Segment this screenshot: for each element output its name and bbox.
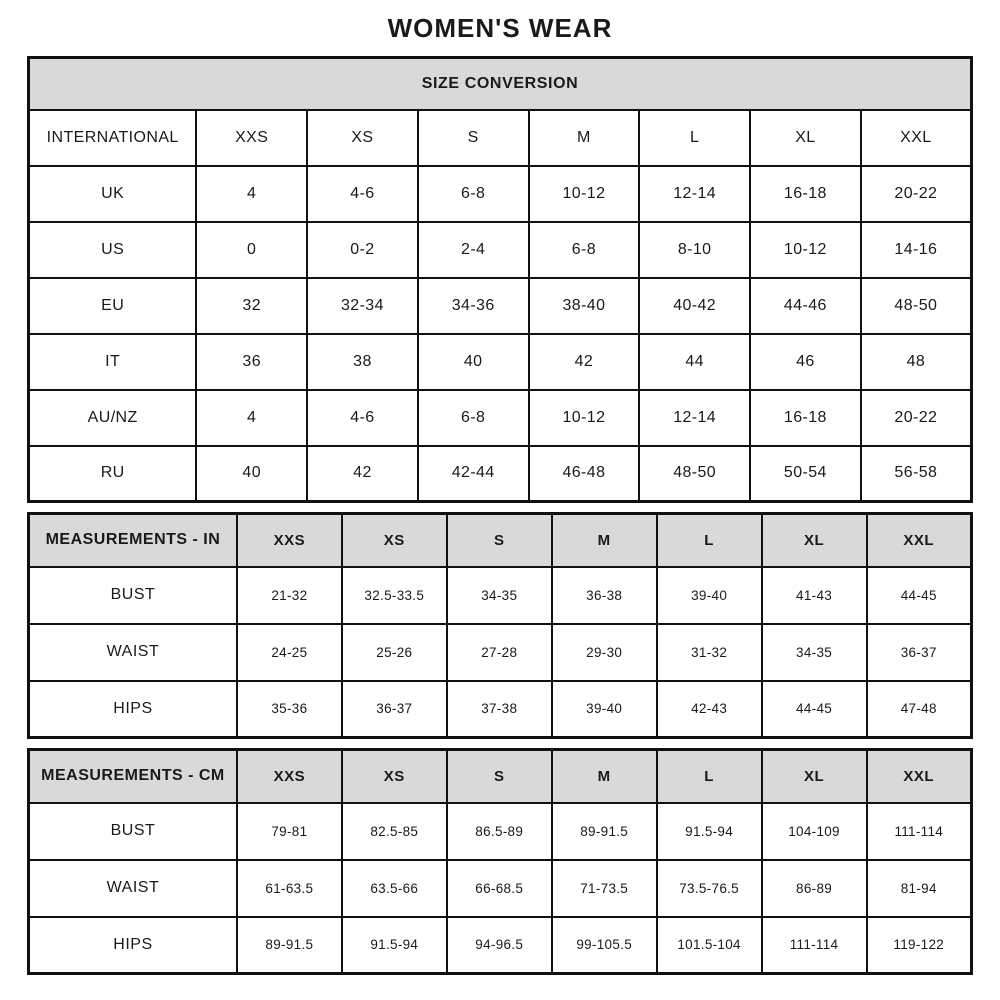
value-cell: 4-6 <box>307 166 418 222</box>
value-cell: 42-44 <box>418 446 529 502</box>
value-cell: 82.5-85 <box>342 803 447 860</box>
value-cell: 48 <box>861 334 972 390</box>
value-cell: 16-18 <box>750 166 861 222</box>
size-header-xs: XS <box>307 110 418 166</box>
measurements-in-title: MEASUREMENTS - IN <box>29 514 237 567</box>
value-cell: 111-114 <box>762 917 867 974</box>
row-label: BUST <box>29 567 237 624</box>
table-row-us <box>29 222 972 278</box>
value-cell: 91.5-94 <box>657 803 762 860</box>
value-cell: 10-12 <box>750 222 861 278</box>
value-cell: 47-48 <box>867 681 972 738</box>
size-header-l: L <box>657 750 762 803</box>
value-cell: 42 <box>307 446 418 502</box>
value-cell: 56-58 <box>861 446 972 502</box>
value-cell: 32-34 <box>307 278 418 334</box>
spacer <box>27 739 973 748</box>
row-label: BUST <box>29 803 237 860</box>
measurements-cm-table <box>27 748 973 975</box>
corner-header-international: INTERNATIONAL <box>29 110 197 166</box>
value-cell: 24-25 <box>237 624 342 681</box>
table-row-hips <box>29 917 972 974</box>
value-cell: 34-35 <box>762 624 867 681</box>
value-cell: 31-32 <box>657 624 762 681</box>
value-cell: 48-50 <box>861 278 972 334</box>
value-cell: 46-48 <box>529 446 640 502</box>
value-cell: 20-22 <box>861 390 972 446</box>
column-header-row <box>29 514 972 567</box>
value-cell: 35-36 <box>237 681 342 738</box>
value-cell: 86-89 <box>762 860 867 917</box>
row-label: IT <box>29 334 197 390</box>
measurements-in-table <box>27 512 973 739</box>
value-cell: 42 <box>529 334 640 390</box>
page-title: WOMEN'S WEAR <box>387 13 613 43</box>
size-header-s: S <box>418 110 529 166</box>
value-cell: 10-12 <box>529 390 640 446</box>
column-header-row <box>29 750 972 803</box>
value-cell: 104-109 <box>762 803 867 860</box>
value-cell: 8-10 <box>639 222 750 278</box>
table-row-waist <box>29 860 972 917</box>
value-cell: 42-43 <box>657 681 762 738</box>
row-label: HIPS <box>29 917 237 974</box>
size-conversion-table <box>27 56 973 503</box>
value-cell: 12-14 <box>639 166 750 222</box>
value-cell: 4 <box>196 166 307 222</box>
size-header-xxl: XXL <box>867 750 972 803</box>
value-cell: 91.5-94 <box>342 917 447 974</box>
size-header-xxl: XXL <box>861 110 972 166</box>
value-cell: 111-114 <box>867 803 972 860</box>
value-cell: 44-45 <box>762 681 867 738</box>
value-cell: 66-68.5 <box>447 860 552 917</box>
size-header-xl: XL <box>750 110 861 166</box>
table-row-ru <box>29 446 972 502</box>
spacer <box>27 503 973 512</box>
value-cell: 48-50 <box>639 446 750 502</box>
value-cell: 44 <box>639 334 750 390</box>
measurements-cm-title: MEASUREMENTS - CM <box>29 750 237 803</box>
value-cell: 37-38 <box>447 681 552 738</box>
value-cell: 10-12 <box>529 166 640 222</box>
value-cell: 89-91.5 <box>552 803 657 860</box>
value-cell: 40 <box>418 334 529 390</box>
table-row-uk <box>29 166 972 222</box>
value-cell: 36 <box>196 334 307 390</box>
value-cell: 86.5-89 <box>447 803 552 860</box>
row-label: HIPS <box>29 681 237 738</box>
value-cell: 6-8 <box>418 166 529 222</box>
value-cell: 0-2 <box>307 222 418 278</box>
size-header-s: S <box>447 750 552 803</box>
row-label: AU/NZ <box>29 390 197 446</box>
size-header-m: M <box>529 110 640 166</box>
table-row-bust <box>29 803 972 860</box>
value-cell: 29-30 <box>552 624 657 681</box>
value-cell: 44-45 <box>867 567 972 624</box>
value-cell: 32 <box>196 278 307 334</box>
value-cell: 36-37 <box>867 624 972 681</box>
table-row-it <box>29 334 972 390</box>
size-header-xxl: XXL <box>867 514 972 567</box>
value-cell: 101.5-104 <box>657 917 762 974</box>
value-cell: 63.5-66 <box>342 860 447 917</box>
value-cell: 81-94 <box>867 860 972 917</box>
size-header-l: L <box>657 514 762 567</box>
value-cell: 0 <box>196 222 307 278</box>
value-cell: 2-4 <box>418 222 529 278</box>
size-header-s: S <box>447 514 552 567</box>
size-header-xl: XL <box>762 750 867 803</box>
size-header-xs: XS <box>342 514 447 567</box>
value-cell: 4-6 <box>307 390 418 446</box>
column-header-row <box>29 110 972 166</box>
value-cell: 21-32 <box>237 567 342 624</box>
table-row-bust <box>29 567 972 624</box>
value-cell: 16-18 <box>750 390 861 446</box>
table-row-eu <box>29 278 972 334</box>
value-cell: 6-8 <box>529 222 640 278</box>
value-cell: 44-46 <box>750 278 861 334</box>
row-label: EU <box>29 278 197 334</box>
table-title-row <box>29 58 972 110</box>
row-label: UK <box>29 166 197 222</box>
value-cell: 36-37 <box>342 681 447 738</box>
value-cell: 4 <box>196 390 307 446</box>
value-cell: 38 <box>307 334 418 390</box>
size-header-m: M <box>552 514 657 567</box>
size-header-xs: XS <box>342 750 447 803</box>
value-cell: 73.5-76.5 <box>657 860 762 917</box>
value-cell: 14-16 <box>861 222 972 278</box>
value-cell: 6-8 <box>418 390 529 446</box>
size-header-xxs: XXS <box>196 110 307 166</box>
value-cell: 34-35 <box>447 567 552 624</box>
value-cell: 20-22 <box>861 166 972 222</box>
size-header-xl: XL <box>762 514 867 567</box>
value-cell: 38-40 <box>529 278 640 334</box>
value-cell: 79-81 <box>237 803 342 860</box>
value-cell: 39-40 <box>657 567 762 624</box>
row-label: WAIST <box>29 624 237 681</box>
size-header-xxs: XXS <box>237 514 342 567</box>
value-cell: 50-54 <box>750 446 861 502</box>
value-cell: 46 <box>750 334 861 390</box>
row-label: RU <box>29 446 197 502</box>
table-row-hips <box>29 681 972 738</box>
value-cell: 40 <box>196 446 307 502</box>
value-cell: 36-38 <box>552 567 657 624</box>
value-cell: 99-105.5 <box>552 917 657 974</box>
size-header-l: L <box>639 110 750 166</box>
value-cell: 34-36 <box>418 278 529 334</box>
value-cell: 25-26 <box>342 624 447 681</box>
value-cell: 39-40 <box>552 681 657 738</box>
value-cell: 12-14 <box>639 390 750 446</box>
value-cell: 61-63.5 <box>237 860 342 917</box>
size-conversion-title: SIZE CONVERSION <box>29 58 972 110</box>
value-cell: 119-122 <box>867 917 972 974</box>
value-cell: 40-42 <box>639 278 750 334</box>
table-row-aunz <box>29 390 972 446</box>
table-row-waist <box>29 624 972 681</box>
value-cell: 32.5-33.5 <box>342 567 447 624</box>
value-cell: 89-91.5 <box>237 917 342 974</box>
size-header-m: M <box>552 750 657 803</box>
row-label: WAIST <box>29 860 237 917</box>
value-cell: 41-43 <box>762 567 867 624</box>
row-label: US <box>29 222 197 278</box>
value-cell: 71-73.5 <box>552 860 657 917</box>
size-header-xxs: XXS <box>237 750 342 803</box>
value-cell: 27-28 <box>447 624 552 681</box>
value-cell: 94-96.5 <box>447 917 552 974</box>
